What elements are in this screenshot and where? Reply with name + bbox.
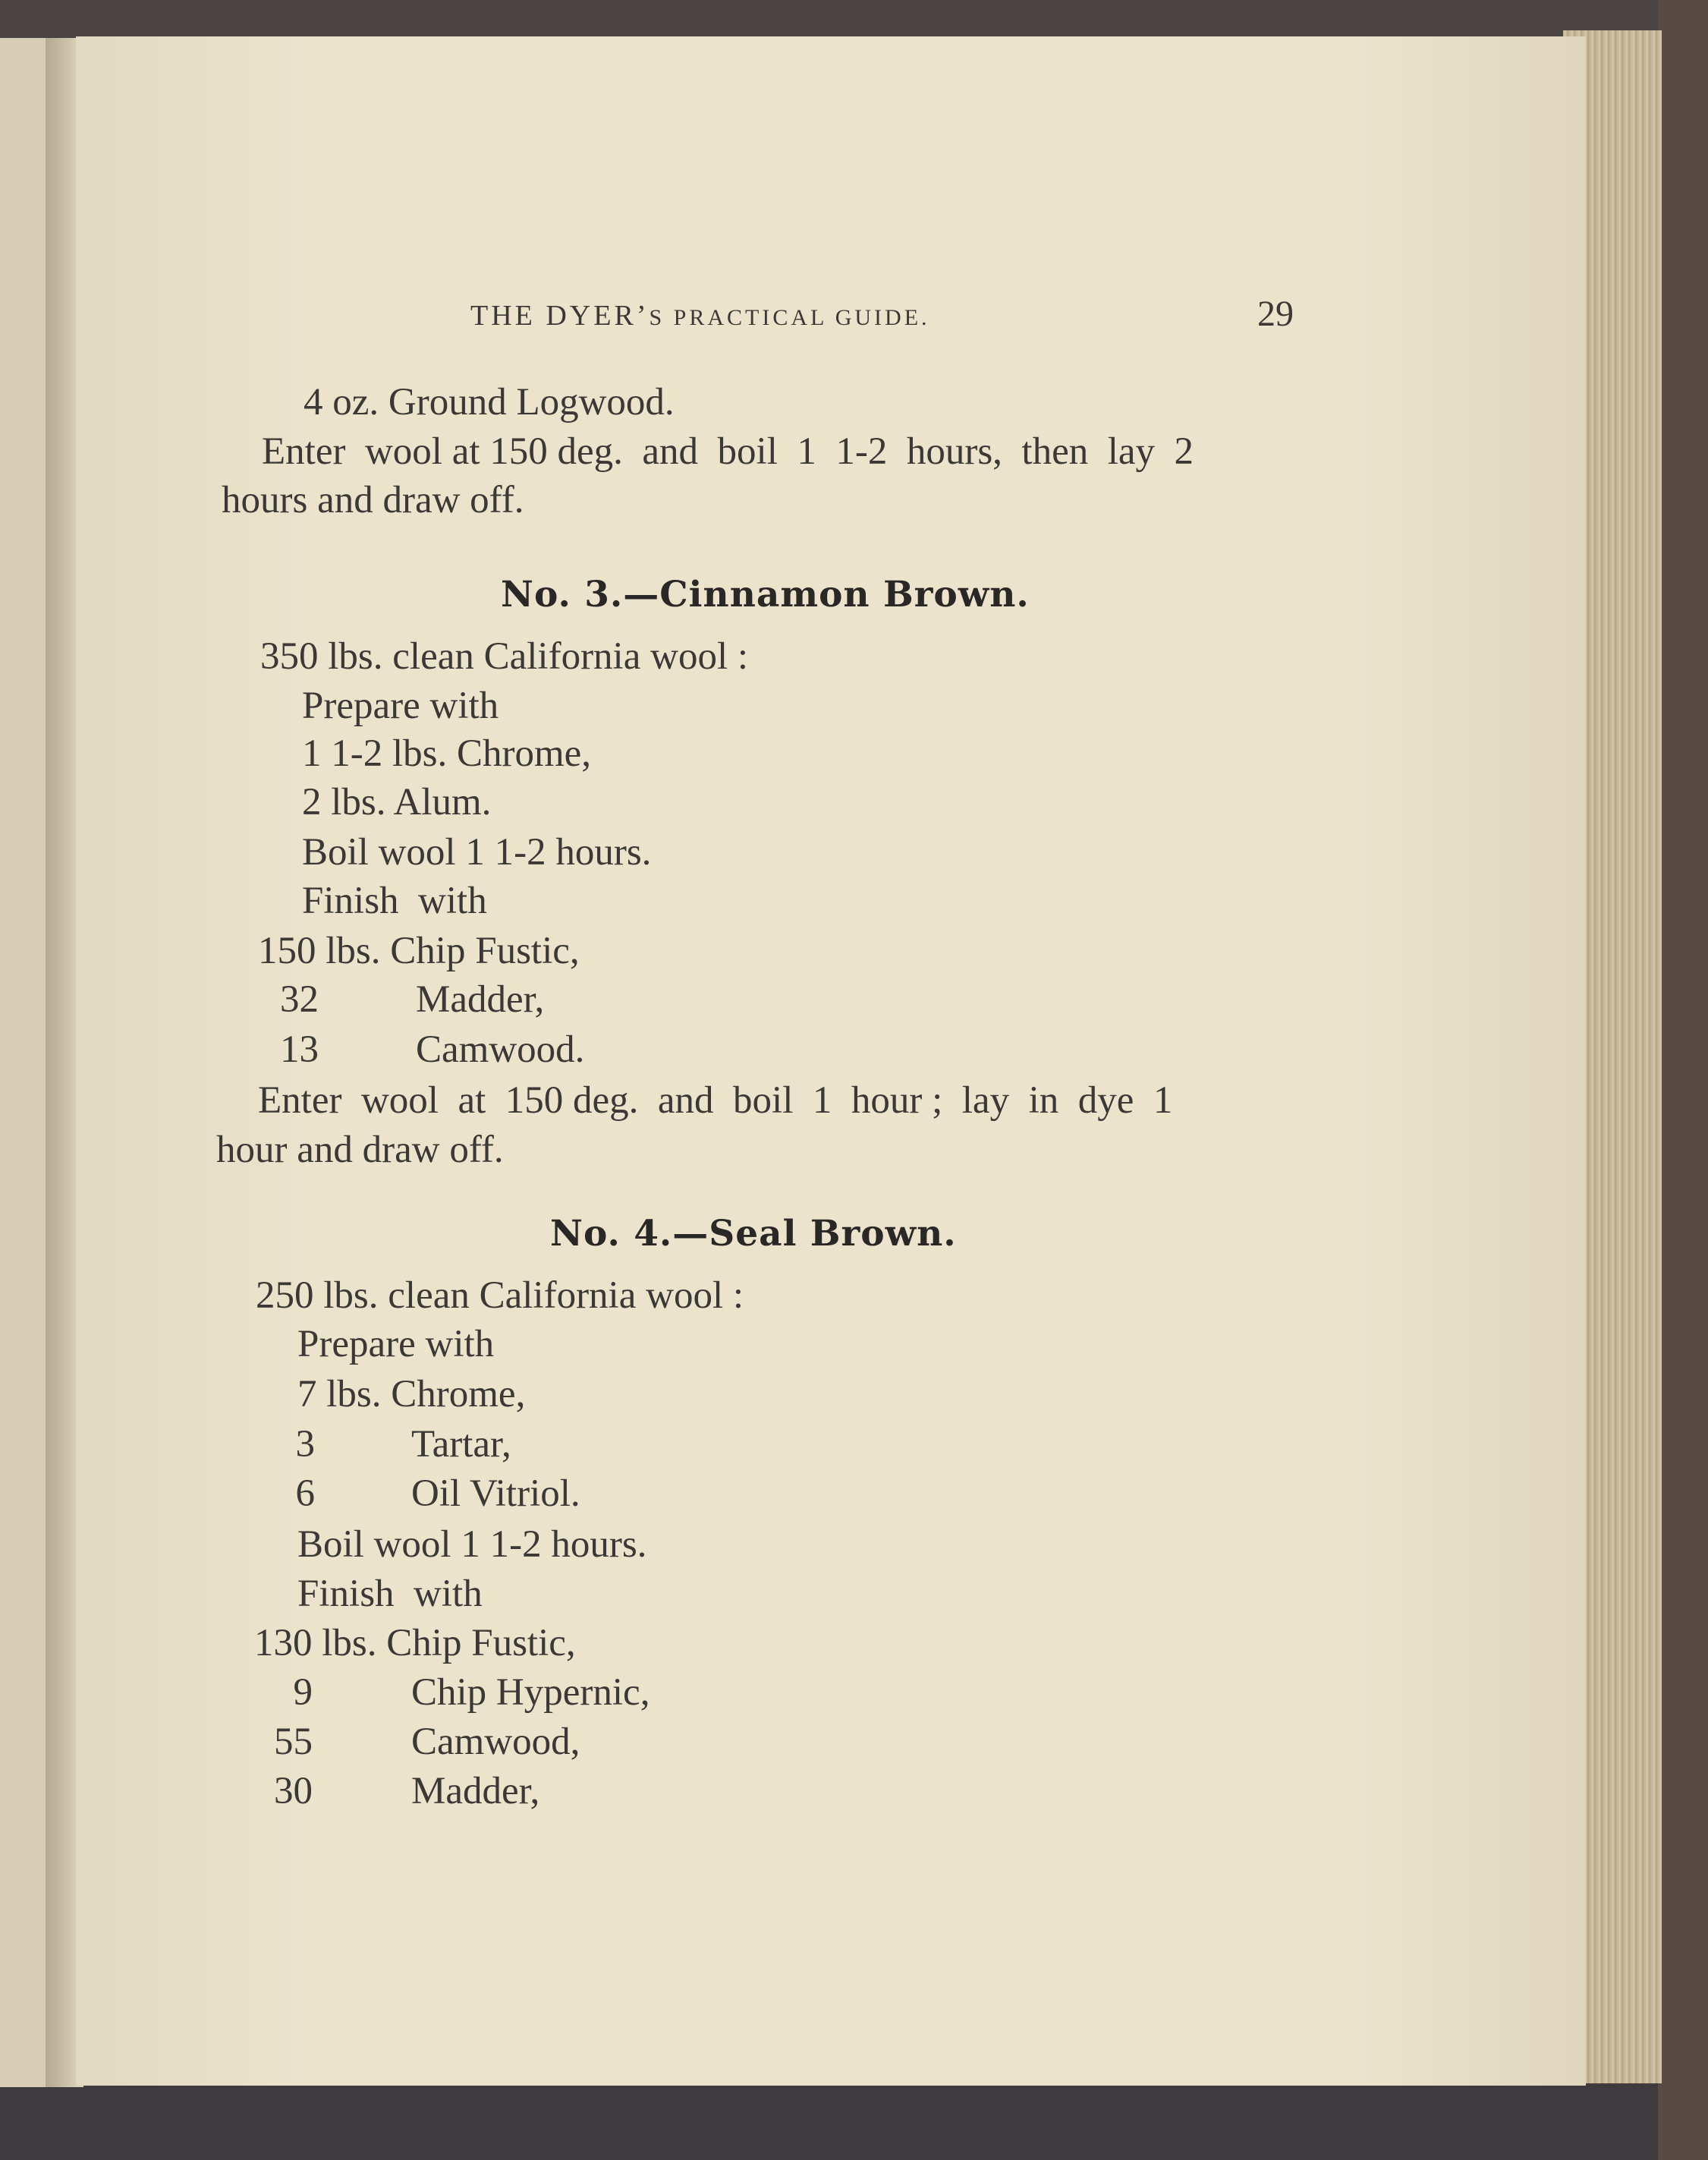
ingredient-quantity: 30 [274, 1770, 313, 1812]
instruction-line: Prepare with [297, 1323, 495, 1365]
ingredient-name: Chip Hypernic, [411, 1671, 650, 1714]
paragraph-line: Enter wool at 150 deg. and boil 1 hour ; lay in dye 1 [258, 1079, 1173, 1122]
section-heading: No. 4.—Seal Brown. [550, 1213, 957, 1255]
ingredient-line: 130 lbs. Chip Fustic, [254, 1622, 576, 1664]
ingredient-quantity: 32 [280, 978, 319, 1021]
wool-line: 350 lbs. clean California wool : [260, 635, 749, 678]
instruction-line: Finish with [302, 880, 487, 922]
instruction-line: Prepare with [302, 685, 499, 727]
book-cover-right [1658, 0, 1708, 2160]
instruction-line: Finish with [297, 1573, 483, 1615]
ingredient-quantity: 3 [295, 1423, 315, 1466]
paragraph-line: Enter wool at 150 deg. and boil 1 1-2 hours, then lay 2 [262, 430, 1194, 473]
wool-line: 250 lbs. clean California wool : [256, 1274, 744, 1317]
ingredient-line: 150 lbs. Chip Fustic, [258, 930, 580, 972]
ingredient-quantity: 9 [293, 1671, 313, 1714]
ingredient-line: 1 1-2 lbs. Chrome, [302, 732, 592, 775]
ingredient-line: 7 lbs. Chrome, [297, 1373, 526, 1415]
ingredient-name: Oil Vitriol. [411, 1472, 580, 1515]
ingredient-line: 4 oz. Ground Logwood. [304, 381, 675, 423]
ingredient-line: 2 lbs. Alum. [302, 781, 492, 823]
ingredient-name: Madder, [411, 1770, 540, 1812]
paragraph-line: hour and draw off. [216, 1129, 504, 1171]
section-heading: No. 3.—Cinnamon Brown. [501, 574, 1030, 616]
ingredient-quantity: 55 [274, 1721, 313, 1763]
ingredient-name: Camwood. [416, 1028, 585, 1071]
ingredient-quantity: 6 [295, 1472, 315, 1515]
page-number: 29 [1257, 294, 1294, 334]
ingredient-name: Camwood, [411, 1721, 580, 1763]
ingredient-name: Tartar, [411, 1423, 511, 1466]
ingredient-name: Madder, [416, 978, 545, 1021]
ingredient-quantity: 13 [280, 1028, 319, 1071]
book-cover-bottom [0, 2080, 1708, 2160]
instruction-line: Boil wool 1 1-2 hours. [297, 1523, 647, 1566]
running-header: THE DYER’S PRACTICAL GUIDE. [470, 300, 930, 332]
instruction-line: Boil wool 1 1-2 hours. [302, 831, 652, 874]
paragraph-line: hours and draw off. [222, 479, 524, 521]
